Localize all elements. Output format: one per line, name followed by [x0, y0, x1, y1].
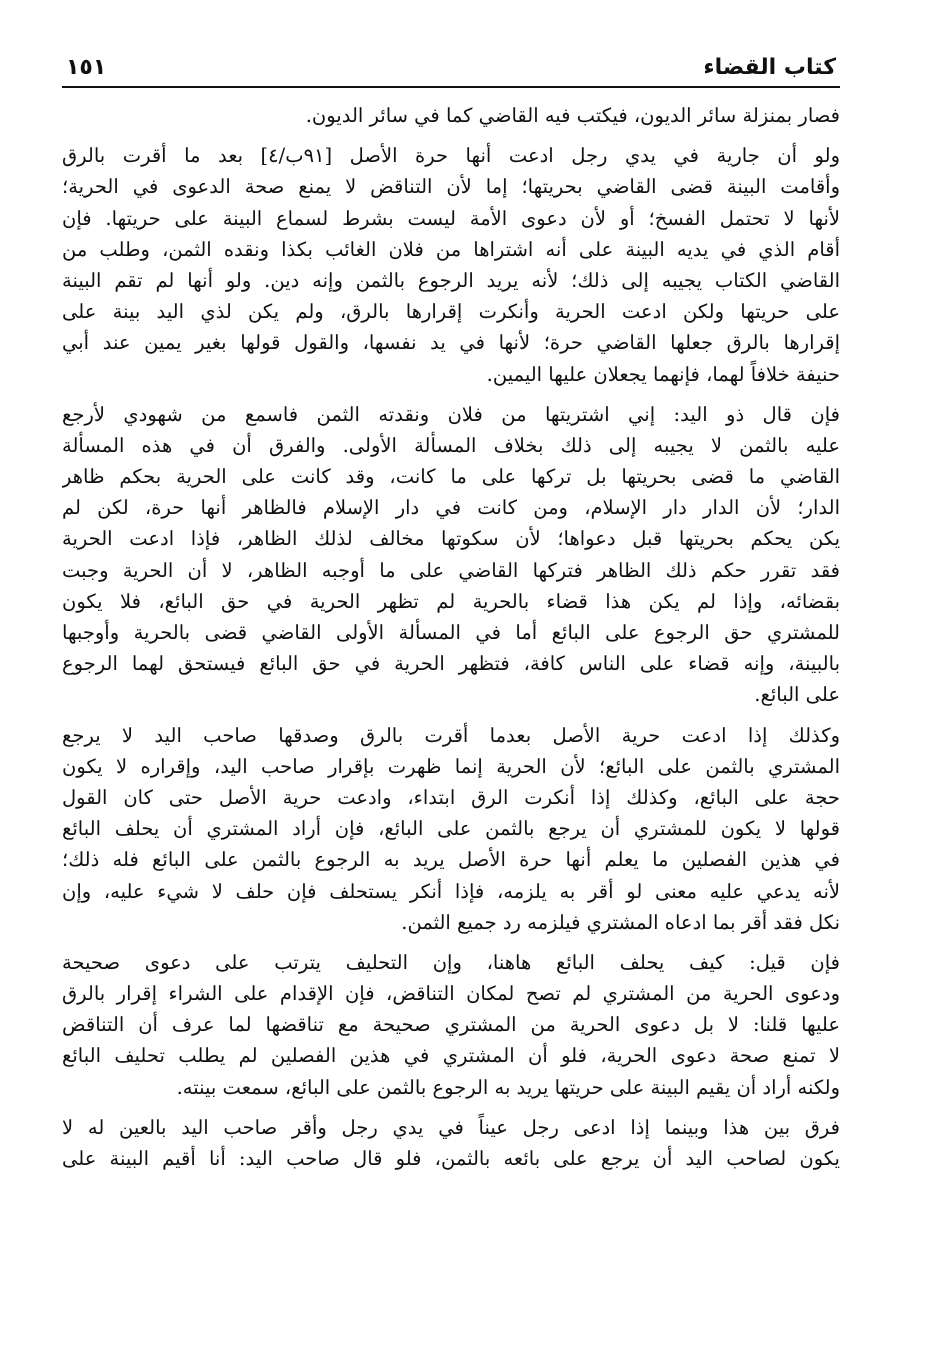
text-line: فرق بين هذا وبينما إذا ادعى رجل عيناً في يدي رجل وأقر صاحب اليد بالعين له لا — [62, 1115, 840, 1139]
paragraph-3 — [62, 399, 840, 711]
text-line: الدار؛ لأن الدار دار الإسلام، ومن كانت في دار الإسلام فالظاهر أنها حرة، لكن لم — [62, 496, 840, 520]
text-line: وكذلك إذا ادعت حرية الأصل بعدما أقرت بالرق وصدقها صاحب اليد لا يرجع — [62, 723, 840, 747]
text-line: فصار بمنزلة سائر الديون، فيكتب فيه القاضي كما في سائر الديون. — [305, 104, 840, 127]
text-line: حجة على البائع، وكذلك إذا أنكرت الرق ابتداء، وادعت حرية الأصل حتى كان القول — [62, 785, 840, 809]
text-line: للمشتري حق الرجوع على البائع أما في المسألة الأولى القاضي قضى بالحرية وأوجبها — [62, 621, 840, 644]
text-line: يكون لصاحب اليد أن يرجع على بائعه بالثمن، فلو قال صاحب اليد: أنا أقيم البينة على — [62, 1147, 840, 1170]
paragraph-1 — [62, 100, 840, 131]
text-line: بقضائه، وإذا لم يكن هذا قضاء بالحرية لم تظهر الحرية في حق البائع، فلا يكون — [62, 589, 840, 613]
text-line: عليها قلنا: لا بل دعوى الحرية من المشتري صحيحة مع تناقضها لما عرف أن التناقض — [62, 1013, 840, 1037]
page-header — [62, 40, 840, 88]
text-line: على البائع. — [754, 683, 840, 707]
text-line: إقرارها بالرق جعلها القاضي حرة؛ لأنها في يد نفسها، والقول قولها بغير يمين عند أبي — [62, 331, 840, 355]
text-line: لأنه يدعي عليه معنى لو أقر به يلزمه، فإذا أنكر يستحلف فإن حلف لا شيء عليه، وإن — [62, 879, 840, 903]
text-line: على حريتها ولكن ادعت الحرية وأنكرت إقرارها بالرق، ولم يكن لذي اليد بينة على — [62, 300, 840, 324]
text-line: في هذين الفصلين ما يعلم أنها حرة الأصل يريد به الرجوع بالثمن على البائع فله ذلك؛ — [62, 848, 840, 872]
text-line: ولكنه أراد أن يقيم البينة على حريتها يريد به الرجوع بالثمن على البائع، سمعت بينته. — [176, 1075, 840, 1099]
paragraph-2 — [62, 140, 840, 390]
text-line: فقد تقرر حكم ذلك الظاهر فتركها القاضي على ما أوجبه الظاهر، لا أن الحرية وجبت — [62, 558, 840, 582]
text-line: أقام الذي في يديه البينة على أنه اشتراها من فلان الغائب بكذا ونقده الثمن، وطلب من — [62, 237, 840, 261]
text-line: عليه بالثمن لا يجيبه إلى ذلك بخلاف المسألة الأولى. والفرق أن في هذه المسألة — [62, 433, 840, 457]
text-line: حنيفة خلافاً لهما، فإنهما يجعلان عليها اليمين. — [486, 362, 840, 386]
paragraph-6 — [62, 1112, 840, 1174]
text-line: فإن قيل: كيف يحلف البائع هاهنا، وإن التحليف يترتب على دعوى صحيحة — [62, 950, 840, 974]
text-line: القاضي ما قضى بحريتها بل تركها على ما كانت، وقد كانت على الحرية بحكم ظاهر — [62, 465, 840, 489]
text-line: بالبينة، وإنه قضاء على الناس كافة، فتظهر الحرية في حق البائع فيستحق لهما الرجوع — [62, 652, 840, 676]
text-line: ولو أن جارية في يدي رجل ادعت أنها حرة الأصل [٩١ب/٤] بعد ما أقرت بالرق — [62, 144, 840, 168]
paragraph-4 — [62, 720, 840, 938]
text-line: وأقامت البينة قضى القاضي بحريتها؛ إما لأن التناقض لا يمنع صحة الدعوى في الحرية؛ — [62, 175, 840, 199]
text-line: القاضي الكتاب يجيبه إلى ذلك؛ لأنه يريد الرجوع بالثمن وإنه دين. ولو أنها لم تقم البينة — [62, 268, 840, 292]
text-line: قولها لا يكون للمشتري أن يرجع بالثمن على البائع، فإن أراد المشتري أن يحلف البائع — [62, 817, 840, 841]
text-line: لا تمنع صحة دعوى الحرية، فلو أن المشتري في هذين الفصلين لم يطلب تحليف البائع — [62, 1044, 840, 1068]
running-title: كتاب القضاء — [703, 55, 836, 80]
text-line: لأنها لا تحتمل الفسخ؛ أو لأن دعوى الأمة ليست بشرط لسماع البينة على حريتها. فإن — [62, 206, 840, 230]
text-line: المشتري بالثمن على البائع؛ لأن الحرية إنما ظهرت بإقرار صاحب اليد، وإقراره لا يكون — [62, 754, 840, 778]
text-line: نكل فقد أقر بما ادعاه المشتري فيلزمه رد جميع الثمن. — [401, 910, 840, 934]
paragraph-5 — [62, 947, 840, 1103]
text-line: ودعوى الحرية من المشتري لم تصح لمكان التناقض، فإن الإقدام على الشراء إقرار بالرق — [62, 982, 840, 1006]
text-line: فإن قال ذو اليد: إني اشتريتها من فلان ونقدته الثمن فاسمع من شهودي لأرجع — [62, 402, 840, 426]
book-page — [62, 40, 840, 1183]
body-text — [62, 100, 840, 1174]
page-number: ١٥١ — [66, 55, 107, 80]
text-line: يكن يحكم بحريتها قبل دعواها؛ لأن سكوتها مخالف لذلك الظاهر، فإذا ادعت الحرية — [62, 527, 840, 551]
